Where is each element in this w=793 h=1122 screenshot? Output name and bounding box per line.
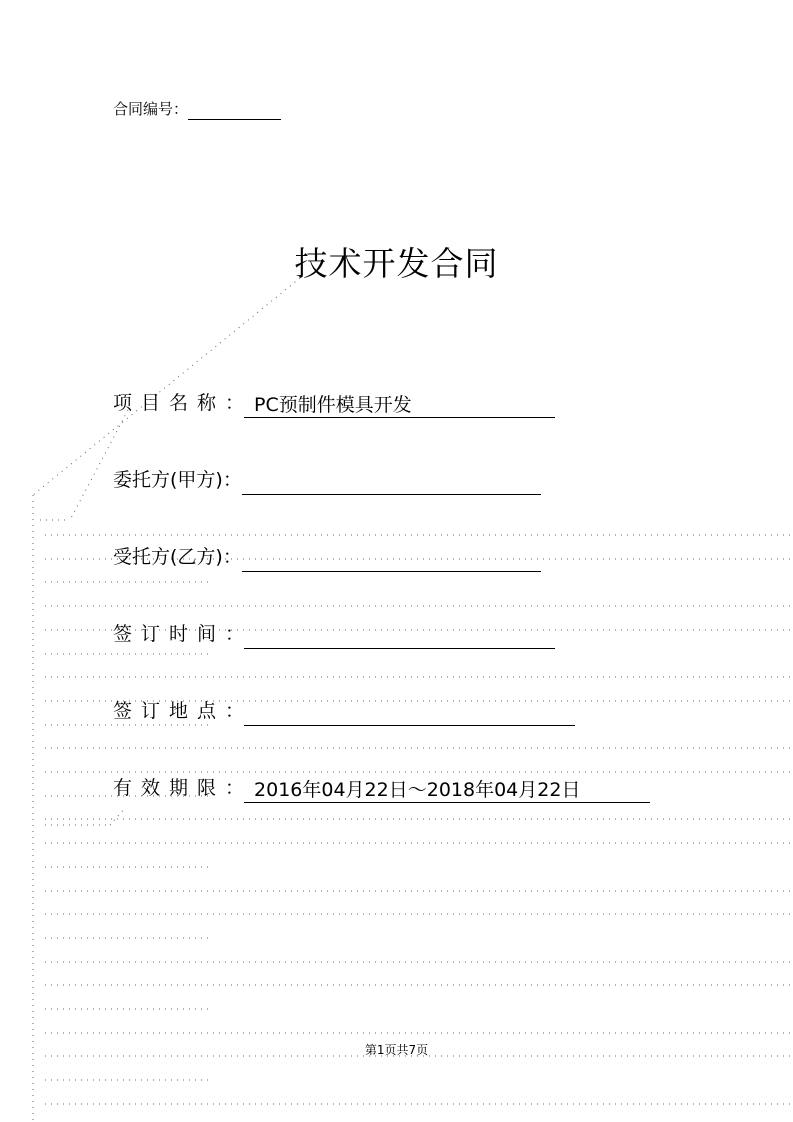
contract-number-label: 合同编号： [113, 100, 189, 118]
contract-number [113, 98, 281, 120]
field-colon: ： [225, 623, 245, 645]
field-label: 委托方(甲方) [113, 469, 223, 491]
field-colon: ： [222, 469, 242, 491]
field-label: 受托方(乙方) [113, 546, 223, 568]
sign-time-value[interactable] [244, 623, 555, 649]
field-colon: ： [222, 546, 242, 568]
field-label: 项目名称 [113, 392, 226, 414]
page-footer: 第1页共7页 [364, 1043, 429, 1057]
sign-place-value[interactable] [244, 700, 575, 726]
field-label: 有效期限 [113, 777, 226, 799]
field-sign-time [113, 619, 555, 649]
contract-number-blank[interactable] [188, 101, 281, 120]
dotted-guide-line [33, 278, 300, 495]
field-sign-place [113, 696, 575, 726]
field-colon: ： [225, 392, 245, 414]
field-colon: ： [225, 700, 245, 722]
field-label: 签订地点 [113, 700, 226, 722]
field-validity [113, 773, 650, 803]
field-project-name [113, 388, 555, 418]
party-b-value[interactable] [242, 546, 541, 572]
project-name-value[interactable]: PC预制件模具开发 [244, 392, 555, 418]
field-party-a [113, 465, 541, 495]
dotted-guide-line [110, 808, 125, 825]
document-title: 技术开发合同 [294, 244, 499, 283]
field-colon: ： [225, 777, 245, 799]
validity-value[interactable]: 2016年04月22日～2018年04月22日 [244, 777, 650, 803]
field-label: 签订时间 [113, 623, 226, 645]
field-party-b [113, 542, 541, 572]
party-a-value[interactable] [242, 469, 541, 495]
